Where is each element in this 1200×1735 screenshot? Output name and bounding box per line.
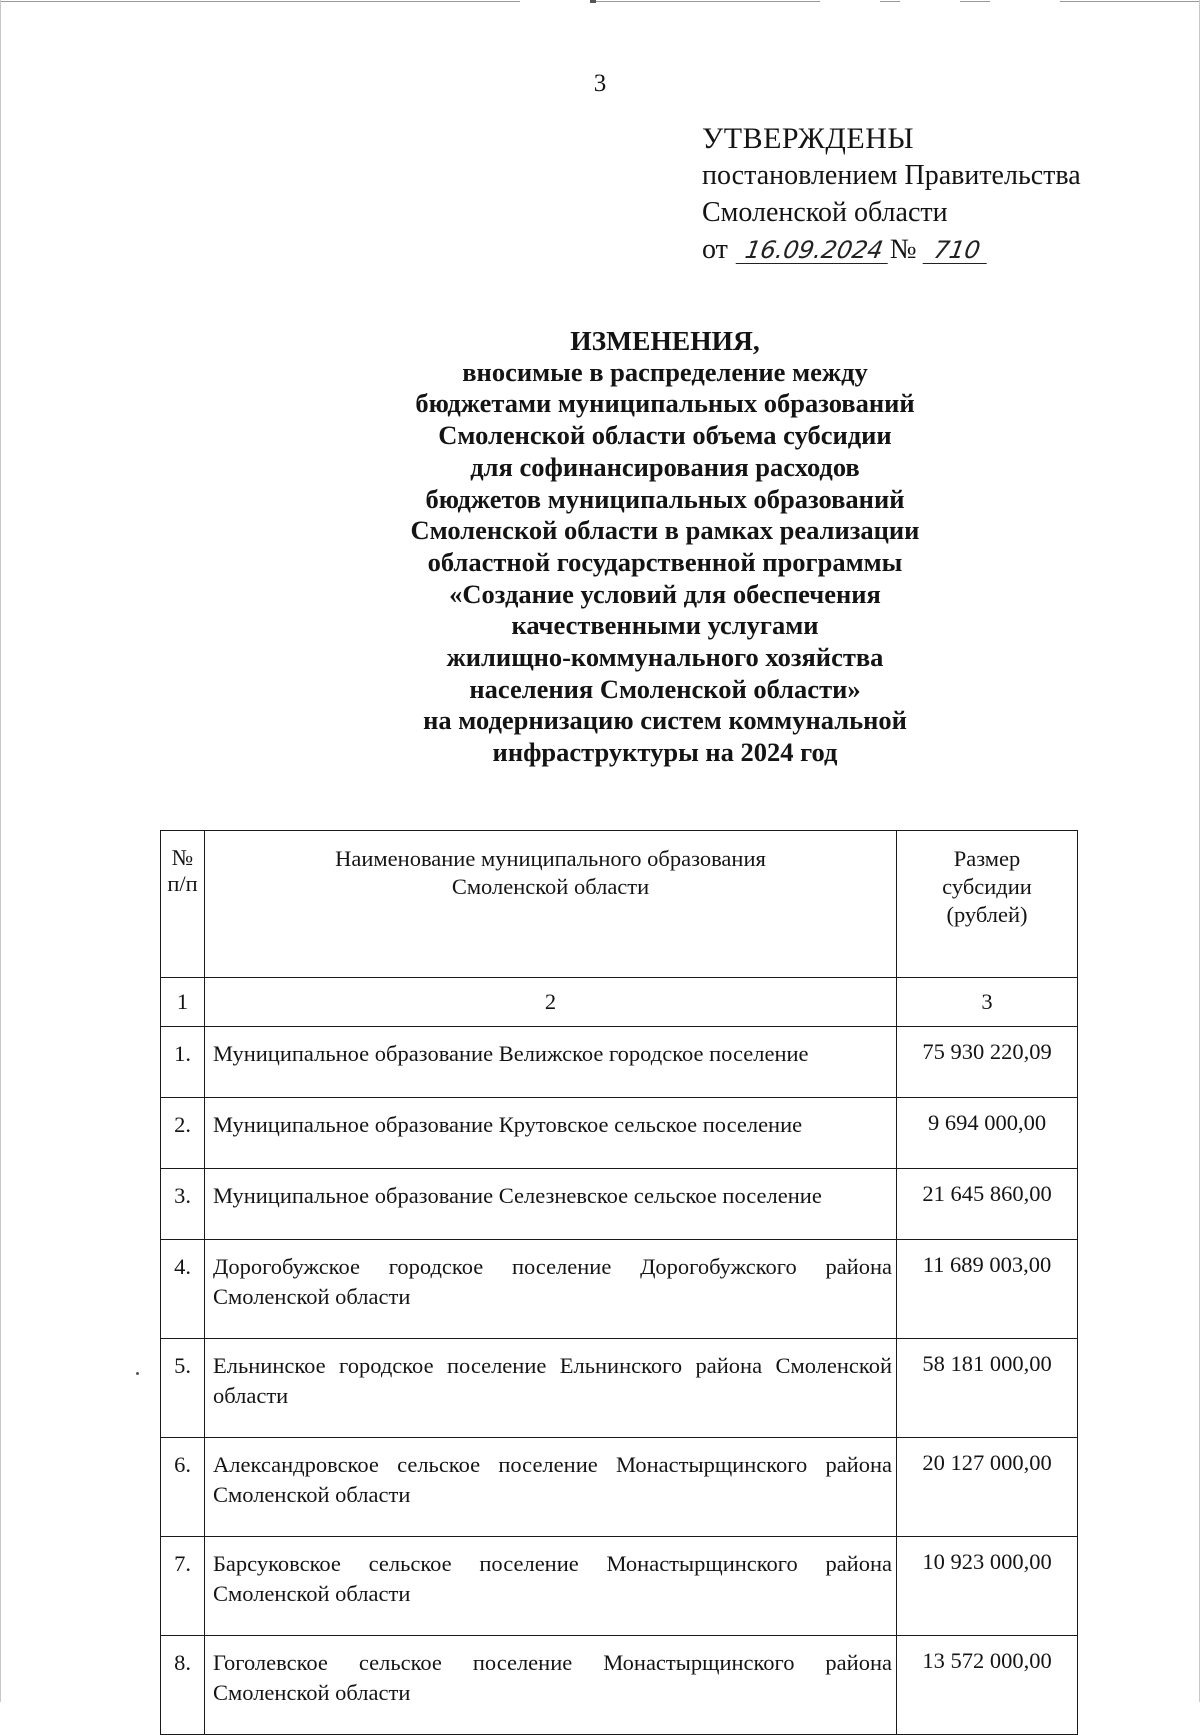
row-amount: 20 127 000,00 (897, 1438, 1078, 1537)
row-amount: 11 689 003,00 (897, 1240, 1078, 1339)
approval-stamp-block (702, 120, 1081, 268)
title-line: областной государственной программы (427, 546, 903, 577)
header-num: № п/п (161, 831, 205, 978)
date-prefix: от (702, 234, 728, 265)
title-line: Смоленской области в рамках реализации (410, 515, 920, 546)
handwritten-number: 710 (922, 237, 991, 264)
header-amount (897, 831, 1078, 978)
column-number-row (161, 978, 1078, 1027)
handwritten-date: 16.09.2024 (735, 237, 892, 264)
row-amount: 58 181 000,00 (897, 1339, 1078, 1438)
row-name: Александровское сельское поселение Монастырщинского района Смоленской области (205, 1438, 897, 1537)
column-number: 3 (897, 978, 1078, 1027)
approval-title: УТВЕРЖДЕНЫ (702, 122, 915, 155)
title-line: «Создание условий для обеспечения (449, 578, 881, 609)
row-num: 5. (161, 1339, 205, 1438)
scan-edge-segment (0, 1, 520, 2)
row-name: Дорогобужское городское поселение Дорогобужского района Смоленской области (205, 1240, 897, 1339)
column-number: 2 (205, 978, 897, 1027)
table-row (161, 1098, 1078, 1169)
table-row (161, 1339, 1078, 1438)
row-num: 1. (161, 1027, 205, 1098)
table-row (161, 1169, 1078, 1240)
scan-edge-segment (880, 1, 900, 2)
title-line: Смоленской области объема субсидии (438, 420, 892, 451)
page-number: 3 (593, 70, 607, 97)
row-num: 3. (161, 1169, 205, 1240)
row-amount: 13 572 000,00 (897, 1636, 1078, 1735)
title-line: бюджетов муниципальных образований (425, 483, 905, 514)
row-amount: 10 923 000,00 (897, 1537, 1078, 1636)
row-amount: 21 645 860,00 (897, 1169, 1078, 1240)
approval-date-line (702, 231, 1081, 268)
scan-edge-segment (590, 1, 820, 2)
scan-edge-segment (960, 1, 990, 2)
scan-mark (590, 0, 596, 3)
row-amount: 9 694 000,00 (897, 1098, 1078, 1169)
title-line: качественными услугами (511, 610, 819, 641)
table-row (161, 1537, 1078, 1636)
table-row (161, 1027, 1078, 1098)
document-title (330, 325, 1000, 769)
title-line: для софинансирования расходов (470, 451, 860, 482)
approval-line-2: Смоленской области (702, 197, 948, 228)
title-line: вносимые в распределение между (462, 356, 868, 387)
scan-speck (136, 1372, 139, 1375)
document-title-heading: ИЗМЕНЕНИЯ, (570, 325, 760, 356)
row-amount: 75 930 220,09 (897, 1027, 1078, 1098)
row-name: Гоголевское сельское поселение Монастырщинского района Смоленской области (205, 1636, 897, 1735)
row-name: Муниципальное образование Селезневское сельское поселение (205, 1169, 897, 1240)
scan-top-edge (0, 0, 1200, 2)
title-line: жилищно-коммунального хозяйства (446, 642, 884, 673)
row-num: 6. (161, 1438, 205, 1537)
scan-left-edge (0, 0, 1, 1702)
title-line: населения Смоленской области» (469, 673, 861, 704)
table-row (161, 1438, 1078, 1537)
row-name: Муниципальное образование Велижское городское поселение (205, 1027, 897, 1098)
column-number: 1 (161, 978, 205, 1027)
table-header-row (161, 831, 1078, 978)
row-name: Ельнинское городское поселение Ельнинского района Смоленской области (205, 1339, 897, 1438)
header-name (205, 831, 897, 978)
table-row (161, 1240, 1078, 1339)
approval-line-1: постановлением Правительства (702, 160, 1081, 191)
row-num: 7. (161, 1537, 205, 1636)
row-num: 4. (161, 1240, 205, 1339)
scan-edge-segment (1060, 1, 1200, 2)
title-line: бюджетами муниципальных образований (415, 388, 915, 419)
title-line: на модернизацию систем коммунальной (423, 705, 907, 736)
title-line: инфраструктуры на 2024 год (492, 737, 838, 768)
header-amount-text: Размер субсидии (рублей) (942, 846, 1032, 927)
header-name-text: Наименование муниципального образования Смоленской области (335, 846, 766, 899)
row-num: 2. (161, 1098, 205, 1169)
number-prefix: № (889, 234, 917, 265)
row-num: 8. (161, 1636, 205, 1735)
table-row (161, 1636, 1078, 1735)
row-name: Муниципальное образование Крутовское сельское поселение (205, 1098, 897, 1169)
row-name: Барсуковское сельское поселение Монастырщинского района Смоленской области (205, 1537, 897, 1636)
subsidy-table (160, 830, 1078, 1735)
